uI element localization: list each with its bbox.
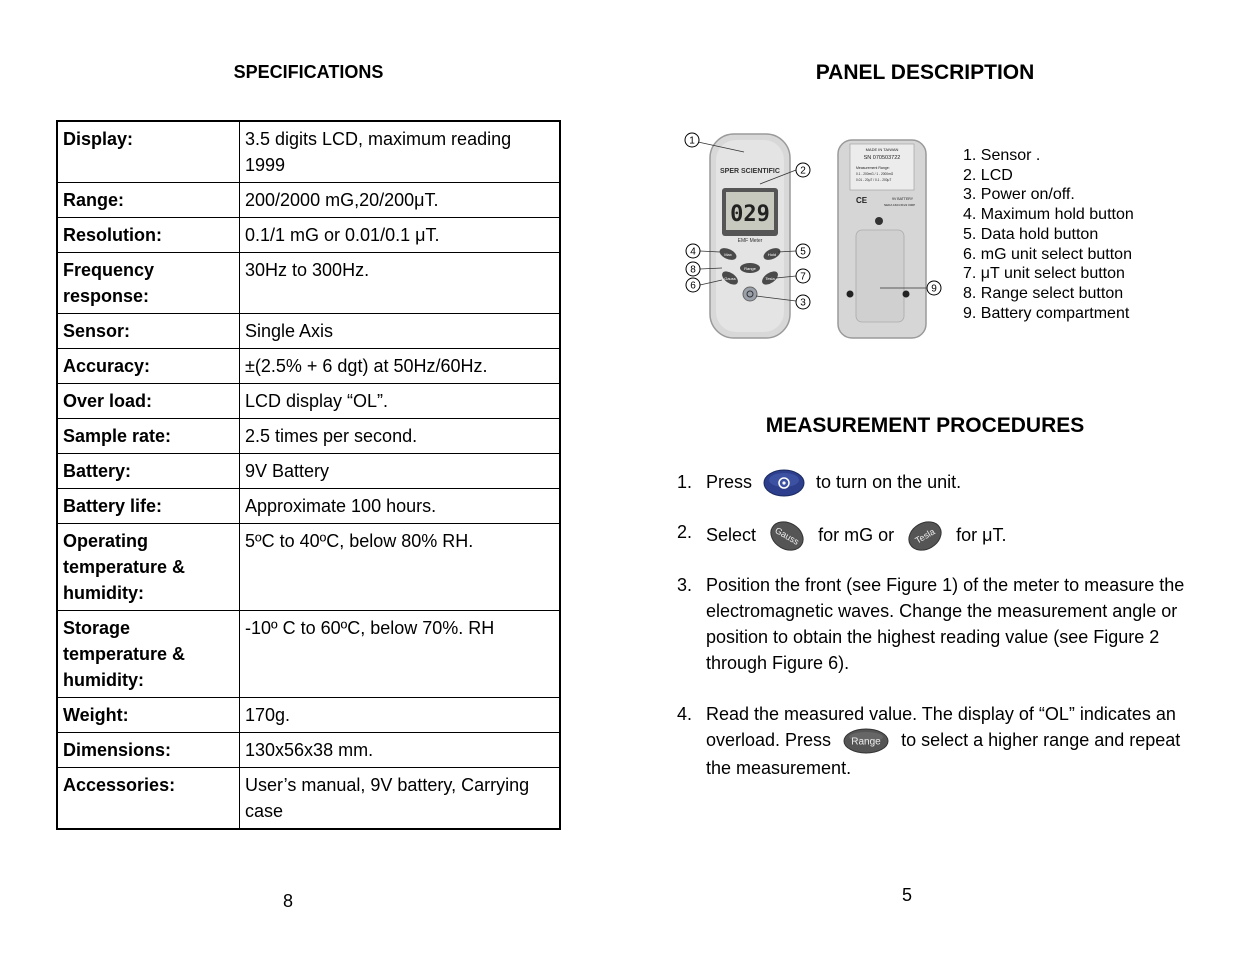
- power-button: [743, 287, 757, 301]
- step-text: to turn on the unit.: [816, 472, 962, 492]
- callout-9: 9: [931, 283, 937, 295]
- back-serial: SN 070503722: [863, 155, 901, 161]
- legend-item: 5. Data hold button: [963, 225, 1099, 243]
- spec-value: ±(2.5% + 6 dgt) at 50Hz/60Hz.: [240, 349, 561, 384]
- gauss-icon-label: Gauss: [773, 525, 801, 547]
- spec-key: Accuracy:: [57, 349, 240, 384]
- step-number: 1.: [677, 472, 693, 492]
- step-number: 4.: [677, 704, 693, 724]
- page-number-left: 8: [283, 891, 294, 911]
- spec-value: 170g.: [240, 698, 561, 733]
- spec-key: Operating temperature & humidity:: [57, 524, 240, 611]
- spec-value: Single Axis: [240, 314, 561, 349]
- back-range-title: Measurement Range:: [856, 166, 890, 170]
- range-button-label: Range: [744, 266, 756, 271]
- spec-value: 3.5 digits LCD, maximum reading 1999: [240, 121, 561, 183]
- spec-row: [57, 733, 560, 768]
- legend-item: 3. Power on/off.: [963, 186, 1075, 204]
- panel-legend: [963, 146, 1134, 323]
- device-label: EMF Meter: [737, 238, 763, 244]
- power-button-icon: [763, 469, 805, 497]
- spec-row: [57, 314, 560, 349]
- spec-value: -10º C to 60ºC, below 70%. RH: [240, 611, 561, 698]
- legend-item: 7. μT unit select button: [963, 265, 1125, 283]
- spec-value: Approximate 100 hours.: [240, 489, 561, 524]
- back-range-1: 0.1 - 200mG / 1 - 2000mG: [856, 172, 894, 176]
- spec-key: Battery life:: [57, 489, 240, 524]
- legend-item: 8. Range select button: [963, 284, 1124, 302]
- spec-row: [57, 419, 560, 454]
- step-text: Select: [706, 524, 757, 545]
- spec-key: Resolution:: [57, 218, 240, 253]
- range-button-icon: [842, 727, 890, 755]
- page-number-right: 5: [902, 885, 913, 905]
- step-number: 3.: [677, 575, 693, 595]
- spec-value: 5ºC to 40ºC, below 80% RH.: [240, 524, 561, 611]
- step-text: Read the measured value. The display of “OL” indicates an overload. Press: [706, 704, 1176, 750]
- range-icon-label: Range: [851, 736, 881, 748]
- callout-2: 2: [800, 165, 806, 177]
- brand-label: SPER SCIENTIFIC: [720, 168, 780, 175]
- callout-7: 7: [800, 271, 806, 283]
- spec-row: [57, 611, 560, 698]
- specifications-table: [56, 120, 561, 830]
- spec-row: [57, 524, 560, 611]
- gauss-button-icon: [767, 519, 807, 553]
- spec-value: LCD display “OL”.: [240, 384, 561, 419]
- spec-row: [57, 218, 560, 253]
- legend-item: 1. Sensor .: [963, 147, 1041, 164]
- max-button-label: Max: [724, 252, 732, 257]
- spec-row: [57, 454, 560, 489]
- back-screw-icon: [875, 217, 883, 225]
- spec-key: Dimensions:: [57, 733, 240, 768]
- spec-value: 130x56x38 mm.: [240, 733, 561, 768]
- step-text: to select a higher range and repeat the measurement.: [706, 730, 1181, 779]
- spec-row: [57, 698, 560, 733]
- callout-1: 1: [689, 135, 695, 147]
- meter-front-illustration: [710, 134, 790, 338]
- callout-3: 3: [800, 297, 806, 309]
- tesla-button-label: Tesla: [765, 276, 775, 281]
- spec-row: [57, 349, 560, 384]
- step-text: Press: [706, 472, 753, 492]
- back-foot-left: [847, 291, 854, 298]
- spec-key: Over load:: [57, 384, 240, 419]
- legend-item: 2. LCD: [963, 166, 1013, 184]
- callout-6: 6: [690, 280, 696, 292]
- spec-key: Weight:: [57, 698, 240, 733]
- step-number: 2.: [677, 522, 693, 542]
- callout-8: 8: [690, 264, 696, 276]
- spec-key: Range:: [57, 183, 240, 218]
- spec-value: 9V Battery: [240, 454, 561, 489]
- spec-row: [57, 768, 560, 830]
- spec-key: Sensor:: [57, 314, 240, 349]
- gauss-button-label: Gauss: [724, 276, 736, 281]
- panel-description-title: PANEL DESCRIPTION: [815, 61, 1035, 84]
- spec-key: Battery:: [57, 454, 240, 489]
- spec-value: 30Hz to 300Hz.: [240, 253, 561, 314]
- spec-key: Storage temperature & humidity:: [57, 611, 240, 698]
- back-range-2: 0.01 - 20μT / 0.1 - 200μT: [856, 178, 892, 182]
- spec-value: 2.5 times per second.: [240, 419, 561, 454]
- legend-item: 9. Battery compartment: [963, 304, 1130, 322]
- spec-key: Display:: [57, 121, 240, 183]
- meter-back-illustration: [838, 140, 926, 338]
- callout-4: 4: [690, 246, 696, 258]
- spec-row: [57, 253, 560, 314]
- callout-5: 5: [800, 246, 806, 258]
- step-text: for mG or: [818, 524, 895, 545]
- meter-panel-figure: [680, 128, 950, 343]
- measurement-procedures-title: MEASUREMENT PROCEDURES: [765, 414, 1085, 437]
- legend-item: 4. Maximum hold button: [963, 206, 1134, 224]
- spec-row: [57, 384, 560, 419]
- specifications-title: SPECIFICATIONS: [233, 62, 384, 82]
- back-foot-right: [903, 291, 910, 298]
- spec-row: [57, 489, 560, 524]
- spec-row: [57, 183, 560, 218]
- legend-item: 6. mG unit select button: [963, 245, 1132, 263]
- battery-compartment: [856, 230, 904, 322]
- spec-value: User’s manual, 9V battery, Carrying case: [240, 768, 561, 830]
- spec-key: Frequency response:: [57, 253, 240, 314]
- lcd-reading: 029: [730, 202, 770, 227]
- spec-row: [57, 121, 560, 183]
- back-battery: 9V BATTERY: [892, 197, 914, 201]
- back-label-origin: MADE IN TAIWAN: [865, 147, 899, 152]
- back-battery-2: NEDA 1604 6F22 006P: [884, 203, 916, 207]
- spec-value: 200/2000 mG,20/200μT.: [240, 183, 561, 218]
- hold-button-label: Hold: [767, 252, 777, 257]
- spec-value: 0.1/1 mG or 0.01/0.1 μT.: [240, 218, 561, 253]
- tesla-button-icon: [905, 519, 945, 553]
- step-text: Position the front (see Figure 1) of the meter to measure the electromagnetic waves. Change the measurement angle or position to obtain the highest reading value (see Figure 2 through Figure 6).: [706, 575, 1185, 673]
- spec-key: Sample rate:: [57, 419, 240, 454]
- tesla-icon-label: Tesla: [913, 526, 937, 546]
- step-text: for μT.: [956, 524, 1007, 545]
- spec-key: Accessories:: [57, 768, 240, 830]
- ce-mark: CE: [856, 196, 868, 205]
